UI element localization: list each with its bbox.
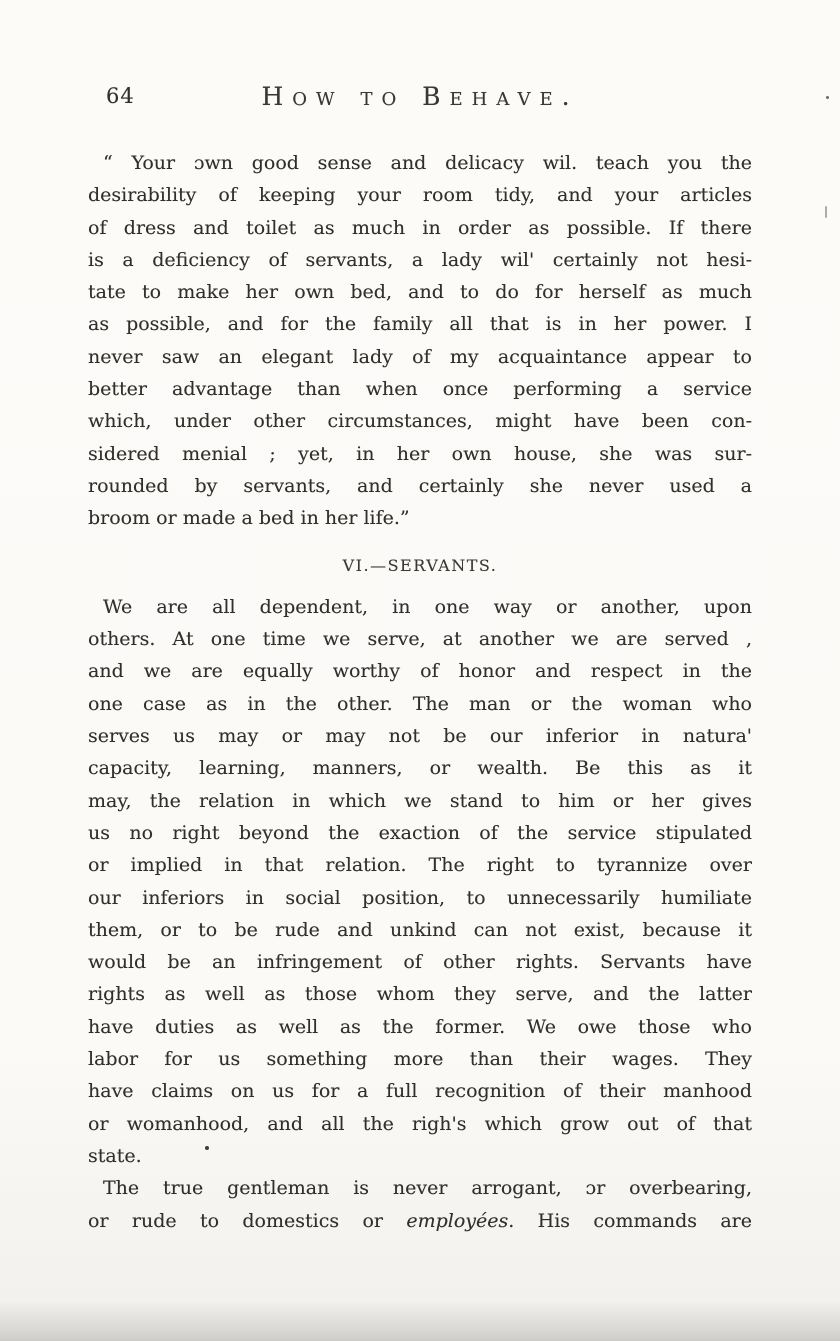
text-line: our inferiors in social position, to unnecessarily humiliate (88, 886, 752, 909)
text-line: have duties as well as the former. We owe those who (88, 1015, 752, 1038)
text-line: as possible, and for the family all that is in her power. I (88, 313, 752, 336)
text-line: never saw an elegant lady of my acquaintance appear to (88, 345, 752, 368)
text-line: would be an infringement of other rights. Servants have (88, 951, 752, 974)
text-line: sidered menial ; yet, in her own house, she was sur- (88, 442, 752, 465)
text-segment: or rude to domestics or (88, 1209, 407, 1232)
scan-artifact (205, 1146, 209, 1150)
text-line: tate to make her own bed, and to do for herself as much (88, 281, 752, 304)
page-number: 64 (106, 84, 135, 108)
text-line: desirability of keeping your room tidy, and your articles (88, 184, 752, 207)
text-line: We are all dependent, in one way or another, upon (103, 595, 752, 618)
text-line: labor for us something more than their wages. They (88, 1048, 752, 1071)
running-title: How to Behave. (261, 82, 579, 111)
text-line: capacity, learning, manners, or wealth. Be this as it (88, 757, 752, 780)
text-line: serves us may or may not be our inferior in natura' (88, 725, 752, 748)
paragraph-gentleman (88, 1172, 752, 1237)
text-line: is a deficiency of servants, a lady wil' certainly not hesi- (88, 248, 752, 271)
section-heading: VI.—SERVANTS. (342, 555, 498, 575)
text-line (88, 1205, 752, 1237)
paragraph-quote (88, 147, 752, 535)
text-line: state. (88, 1144, 142, 1167)
text-line: us no right beyond the exaction of the service stipulated (88, 821, 752, 844)
text-line: one case as in the other. The man or the woman who (88, 692, 752, 715)
text-line: may, the relation in which we stand to him or her gives (88, 789, 752, 812)
text-line: rights as well as those whom they serve, and the latter (88, 983, 752, 1006)
scan-artifact (826, 96, 829, 99)
text-line: and we are equally worthy of honor and respect in the (88, 660, 752, 683)
page-bottom-shadow (0, 1301, 840, 1341)
page-body (88, 147, 752, 1237)
text-line: broom or made a bed in her life.” (88, 507, 410, 530)
text-line: better advantage than when once performing a service (88, 378, 752, 401)
text-line: The true gentleman is never arrogant, ɔr overbearing, (103, 1177, 752, 1200)
text-line: of dress and toilet as much in order as possible. If there (88, 216, 752, 239)
text-line: “ Your ɔwn good sense and delicacy wil. teach you the (103, 152, 752, 174)
text-line: rounded by servants, and certainly she never used a (88, 474, 752, 497)
text-segment: . His commands are (508, 1209, 752, 1232)
scan-artifact (825, 206, 827, 218)
page-header (88, 0, 752, 111)
text-line: have claims on us for a full recognition of their manhood (88, 1080, 752, 1103)
text-line: them, or to be rude and unkind can not exist, because it (88, 918, 752, 941)
text-line: others. At one time we serve, at another we are served , (88, 628, 752, 651)
text-line: or womanhood, and all the righ's which grow out of that (88, 1112, 752, 1135)
italic-word: employées (406, 1209, 509, 1232)
text-line: or implied in that relation. The right to tyrannize over (88, 854, 752, 877)
paragraph-servants (88, 591, 752, 1172)
text-line: which, under other circumstances, might have been con- (88, 410, 752, 433)
